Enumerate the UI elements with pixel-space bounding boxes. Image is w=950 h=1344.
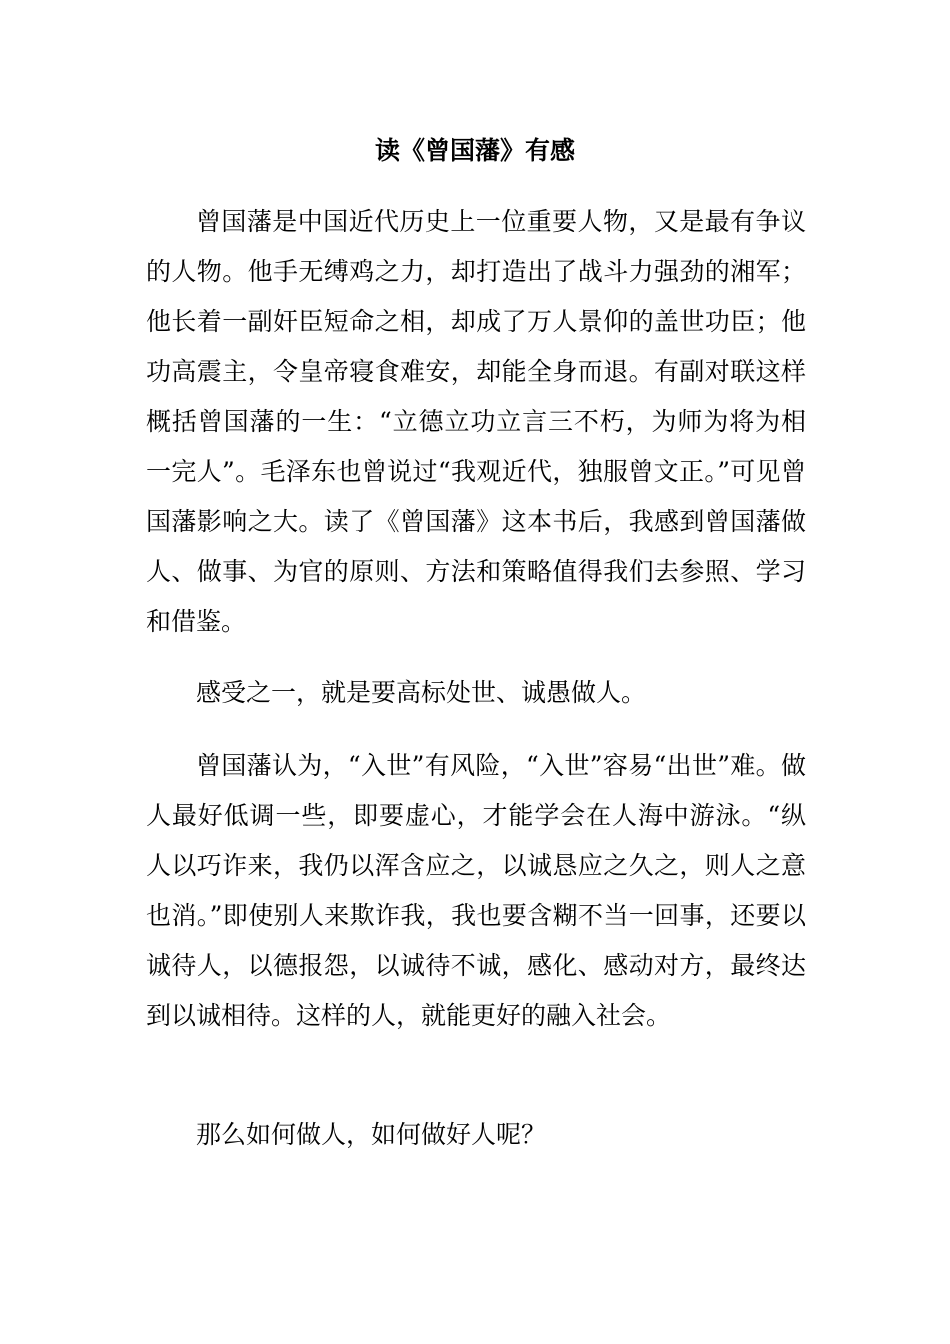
- paragraph-zeng-view: 曾国藩认为，“入世”有风险，“入世”容易“出世”难。做人最好低调一些，即要虚心，才能学会在人海中游泳。“纵人以巧诈来，我仍以浑含应之，以诚恳应之久之，则人之意也消。”即使别人来欺诈我，我也要含糊不当一回事，还要以诚待人，以德报怨，以诚待不诚，感化、感动对方，最终达到以诚相待。这样的人，就能更好的融入社会。: [146, 751, 806, 1030]
- paragraph-feeling-one: 感受之一，就是要高标处世、诚愚做人。: [196, 678, 647, 707]
- paragraph-intro: 曾国藩是中国近代历史上一位重要人物，又是最有争议的人物。他手无缚鸡之力，却打造出了战斗力强劲的湘军；他长着一副奸臣短命之相，却成了万人景仰的盖世功臣；他功高震主，令皇帝寝食难安，却能全身而退。有副对联这样概括曾国藩的一生：“立德立功立言三不朽，为师为将为相一完人”。毛泽东也曾说过“我观近代，独服曾文正。”可见曾国藩影响之大。读了《曾国藩》这本书后，我感到曾国藩做人、做事、为官的原则、方法和策略值得我们去参照、学习和借鉴。: [146, 207, 806, 636]
- paragraph-question: 那么如何做人，如何做好人呢？: [196, 1120, 547, 1149]
- document-title: 读《曾国藩》有感: [374, 136, 575, 165]
